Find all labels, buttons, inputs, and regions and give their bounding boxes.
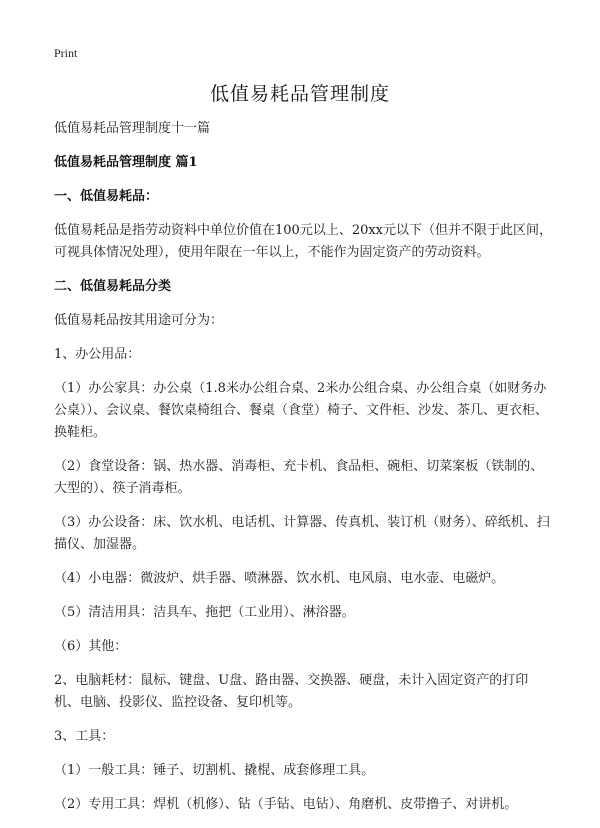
section-heading-classification: 二、低值易耗品分类 bbox=[54, 279, 172, 294]
list-item-other: （6）其他： bbox=[54, 639, 128, 654]
list-item-computer-consumables: 2、电脑耗材：鼠标、键盘、U盘、路由器、交换器、硬盘，未计入固定资产的打印机、电脑、投影仪、监控设备、复印机等。 bbox=[54, 673, 529, 710]
list-item-general-tools: （1）一般工具：锤子、切割机、撬棍、成套修理工具。 bbox=[54, 763, 375, 778]
section-heading-part1: 低值易耗品管理制度 篇1 bbox=[54, 155, 198, 170]
list-item-small-appliances: （4）小电器：微波炉、烘手器、喷淋器、饮水机、电风扇、电水壶、电磁炉。 bbox=[54, 571, 505, 586]
print-label: Print bbox=[54, 46, 78, 60]
document-body bbox=[54, 118, 554, 828]
list-item-office-furniture: （1）办公家具：办公桌（1.8米办公组合桌、2米办公组合桌、办公组合桌（如财务办公桌））、会议桌、餐饮桌椅组合、餐桌（食堂）椅子、文件柜、沙发、茶几、更衣柜、换鞋柜。 bbox=[54, 381, 549, 440]
document-title: 低值易耗品管理制度 bbox=[209, 83, 390, 105]
list-item-cleaning-tools: （5）清洁用具：洁具车、拖把（工业用）、淋浴器。 bbox=[54, 605, 355, 620]
paragraph-subtitle: 低值易耗品管理制度十一篇 bbox=[54, 121, 211, 136]
list-item-tools: 3、工具： bbox=[54, 729, 115, 744]
paragraph-definition: 低值易耗品是指劳动资料中单位价值在100元以上、20xx元以下（但并不限于此区间，可视具体情况处理），使用年限在一年以上，不能作为固定资产的劳动资料。 bbox=[54, 223, 553, 260]
list-item-office-equipment: （3）办公设备：床、饮水机、电话机、计算器、传真机、装订机（财务）、碎纸机、扫描仪、加湿器。 bbox=[54, 515, 550, 552]
list-item-canteen-equipment: （2）食堂设备：锅、热水器、消毒柜、充卡机、食品柜、碗柜、切菜案板（铁制的、大型的）、筷子消毒柜。 bbox=[54, 459, 544, 496]
list-item-special-tools: （2）专用工具：焊机（机修）、钻（手钻、电钻）、角磨机、皮带撸子、对讲机。 bbox=[54, 797, 518, 812]
list-item-office-supplies: 1、办公用品： bbox=[54, 347, 141, 362]
paragraph-classification-intro: 低值易耗品按其用途可分为： bbox=[54, 313, 224, 328]
section-heading-definition: 一、低值易耗品： bbox=[54, 189, 159, 204]
